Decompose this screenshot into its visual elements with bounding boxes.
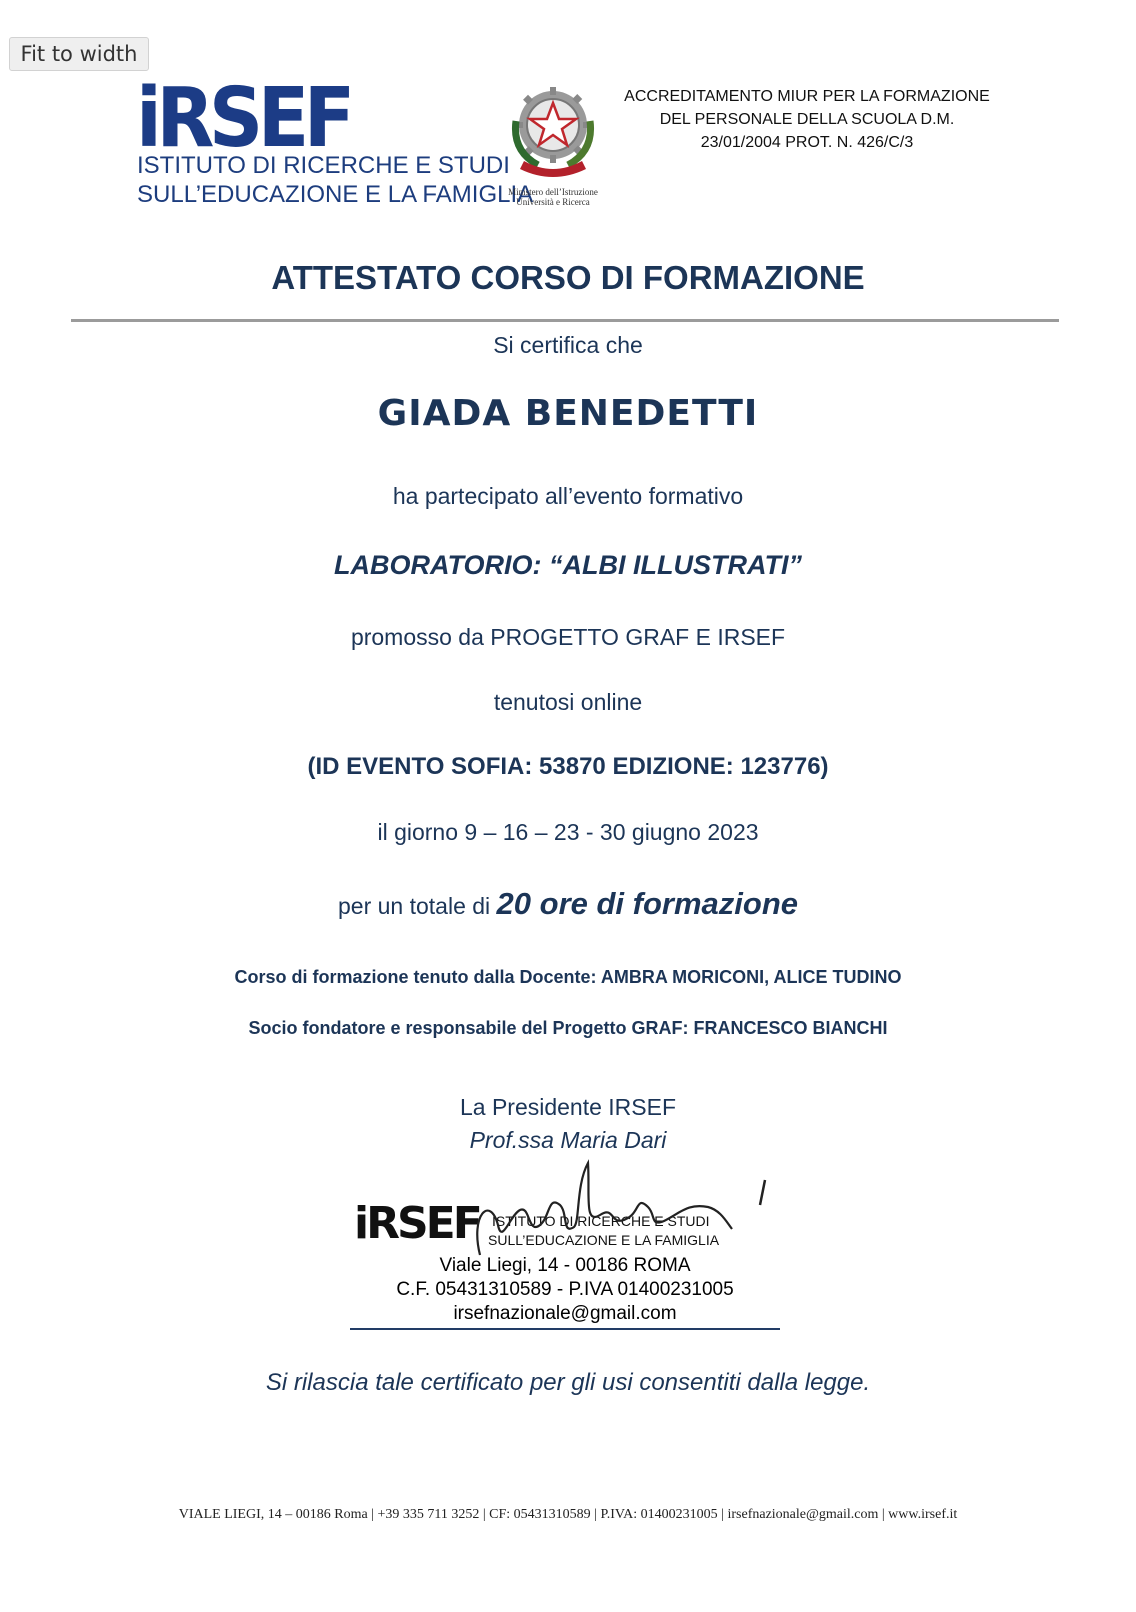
teachers-text: Corso di formazione tenuto dalla Docente: AMBRA MORICONI, ALICE TUDINO (234, 967, 902, 987)
accreditation-line3: 23/01/2004 PROT. N. 426/C/3 (700, 134, 914, 151)
promoted-by-text: promosso da PROGETTO GRAF E IRSEF (350, 624, 786, 650)
title-divider (71, 319, 1059, 322)
closing-statement: Si rilascia tale certificato per gli usi consentiti dalla legge. (265, 1369, 871, 1396)
stamp-fiscal-codes: C.F. 05431310589 - P.IVA 01400231005 (396, 1279, 734, 1300)
stamp-underline (350, 1328, 780, 1330)
total-hours-prefix: per un totale di (337, 893, 497, 919)
president-title: La Presidente IRSEF (459, 1094, 677, 1120)
stamp-logo: iRSEF (354, 1198, 480, 1249)
stamp-email: irsefnazionale@gmail.com (453, 1303, 677, 1324)
held-online-text: tenutosi online (493, 689, 643, 715)
total-hours-line (0, 884, 1136, 926)
irsef-logo: iRSEF (136, 71, 350, 166)
accreditation-line1: ACCREDITAMENTO MIUR PER LA FORMAZIONE (624, 88, 990, 105)
recipient-name: GIADA BENEDETTI (377, 393, 759, 434)
event-dates-text: il giorno 9 – 16 – 23 - 30 giugno 2023 (377, 819, 759, 845)
president-name: Prof.ssa Maria Dari (469, 1127, 667, 1153)
ministry-label-line1: Ministero dell’Istruzione (508, 187, 598, 197)
total-hours-value: 20 ore di formazione (496, 886, 799, 921)
event-id-text: (ID EVENTO SOFIA: 53870 EDIZIONE: 123776) (307, 753, 829, 780)
certificate-title: ATTESTATO CORSO DI FORMAZIONE (271, 259, 865, 296)
founder-text: Socio fondatore e responsabile del Progetto GRAF: FRANCESCO BIANCHI (248, 1018, 888, 1038)
logo-subtitle-line1: ISTITUTO DI RICERCHE E STUDI (137, 152, 510, 179)
accreditation-line2: DEL PERSONALE DELLA SCUOLA D.M. (659, 111, 955, 128)
participation-text: ha partecipato all’evento formativo (392, 483, 744, 509)
stamp-address: Viale Liegi, 14 - 00186 ROMA (439, 1255, 691, 1276)
footer-contact-info: VIALE LIEGI, 14 – 00186 Roma | +39 335 711 3252 | CF: 05431310589 | P.IVA: 01400231005 | irsefnazionale@gmail.com | www.irsef.it (178, 1507, 958, 1522)
certifies-that-text: Si certifica che (493, 332, 643, 358)
event-name: LABORATORIO: “ALBI ILLUSTRATI” (334, 550, 802, 580)
logo-subtitle-line2: SULL’EDUCAZIONE E LA FAMIGLIA (137, 181, 534, 208)
stamp-subtitle-line2: SULL’EDUCAZIONE E LA FAMIGLIA (488, 1232, 720, 1248)
signature-icon (450, 1155, 790, 1265)
ministry-label-line2: Università e Ricerca (516, 197, 590, 207)
fit-to-width-button[interactable]: Fit to width (9, 37, 149, 71)
stamp-subtitle-line1: ISTITUTO DI RICERCHE E STUDI (492, 1213, 710, 1229)
italian-republic-emblem-icon (498, 81, 608, 181)
